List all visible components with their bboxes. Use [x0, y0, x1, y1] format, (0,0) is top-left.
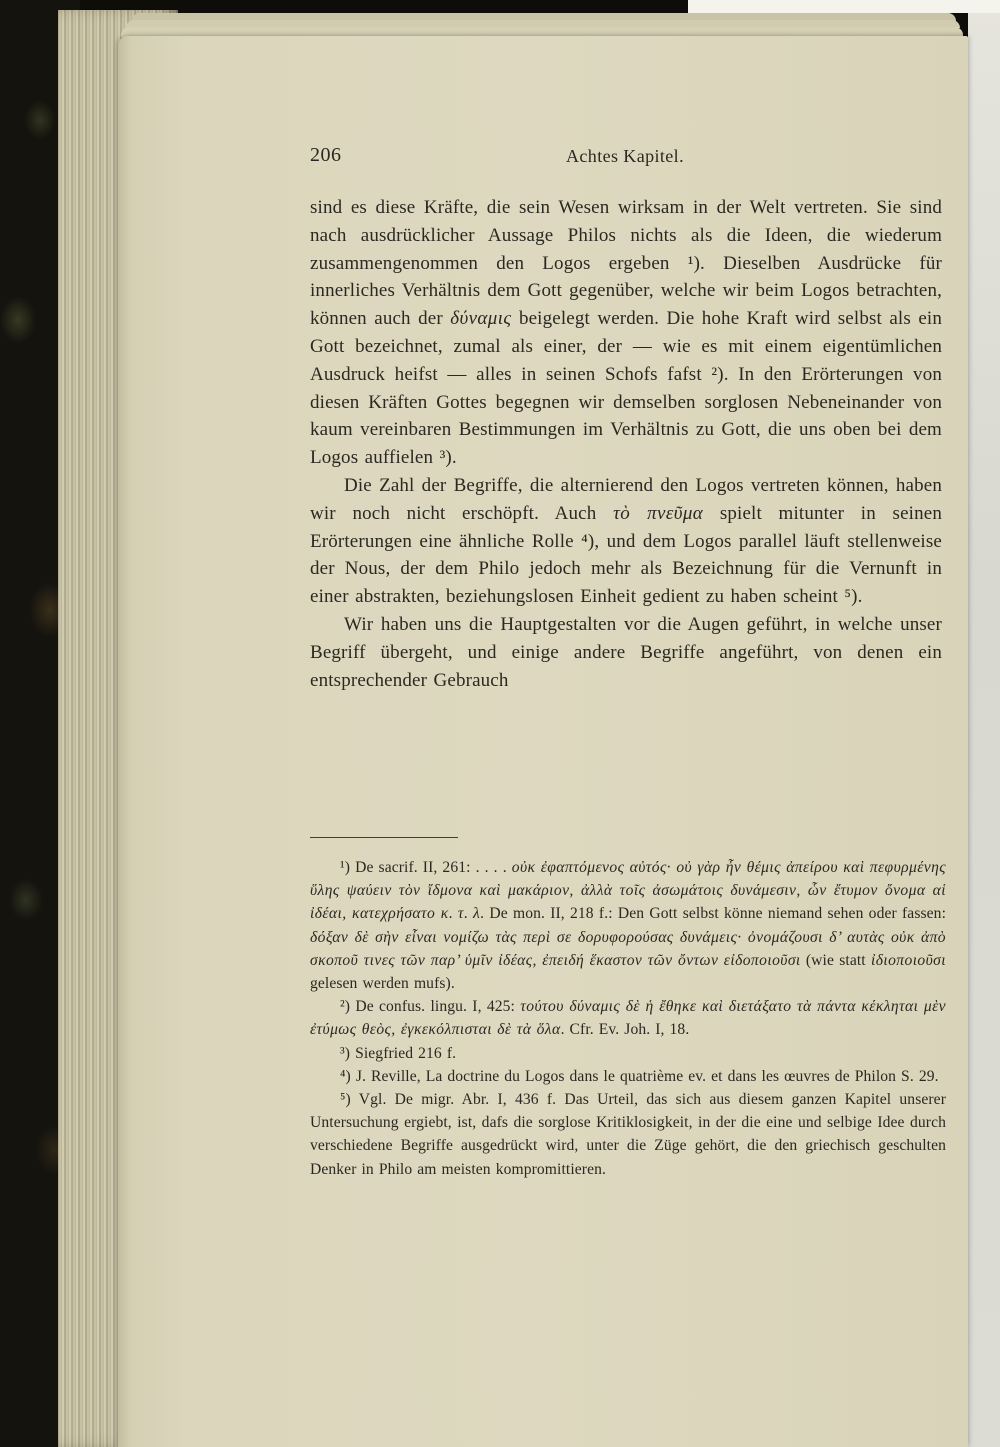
footnote: ²) De confus. lingu. I, 425: τούτου δύναμις δὲ ἡ ἔθηκε καὶ διετάξατο τὰ πάντα κέκληται μὲν ἐτύμως θεὸς, ἐγκεκόλπισται δὲ τὰ ὅλα. Cfr. Ev. Joh. I, 18.: [310, 998, 946, 1039]
running-head: [310, 144, 940, 170]
book-page: [118, 36, 968, 1447]
page-number: 206: [310, 144, 342, 166]
footnote: ⁵) Vgl. De migr. Abr. I, 436 f. Das Urteil, das sich aus diesem ganzen Kapitel unserer Untersuchung ergiebt, ist, dafs die sorglose Kritiklosigkeit, in der die eine und selbige Idee durch verschiedene Begriffe ausgedrückt wird, unter die Züge gehört, die den griechisch geschulten Denker in Philo am meisten kompromittieren.: [310, 1091, 946, 1178]
footnote: ⁴) J. Reville, La doctrine du Logos dans le quatrième ev. et dans les œuvres de Philon S. 29.: [340, 1067, 939, 1085]
footnote: ¹) De sacrif. II, 261: . . . . οὐκ ἐφαπτόμενος αὐτός· οὐ γὰρ ἦν θέμις ἀπείρου καὶ πεφυρμένης ὕλης ψαύειν τὸν ἴδμονα καὶ μακάριον, ἀλλὰ τοῖς ἀσωμάτοις δυνάμεσιν, ὧν ἔτυμον ὄνομα αἱ ἰδέαι, κατεχρήσατο κ. τ. λ. De mon. II, 218 f.: Den Gott selbst könne niemand sehen oder fassen: δόξαν δὲ σὴν εἶναι νομίζω τὰς περὶ σε δορυφορούσας δυνάμεις· ὀνομάζουσι δ’ αυτὰς οὐκ ἀπὸ σκοποῦ τινες τῶν παρ’ ὑμῖν ἰδέας, ἐπειδή ἕκαστον τῶν ὄντων εἰδοποιοῦσι (wie statt ἰδιοποιοῦσι gelesen werden mufs).: [310, 859, 946, 993]
body-text: [310, 194, 942, 694]
paragraph: Wir haben uns die Hauptgestalten vor die Augen geführt, in welche unser Begriff übergeht, und einige andere Begriffe angeführt, von denen ein entsprechender Gebrauch: [310, 613, 942, 691]
scan-background-top: [688, 0, 1000, 13]
scan-background-right: [968, 0, 1000, 1447]
paragraph: sind es diese Kräfte, die sein Wesen wirksam in der Welt vertreten. Sie sind nach ausdrücklicher Aussage Philos nichts als die Ideen, die wiederum zusammengenommen den Logos ergeben ¹). Dieselben Ausdrücke für innerliches Verhältnis dem Gott gegenüber, welche wir beim Logos betrachten, können auch der δύναμις beigelegt werden. Die hohe Kraft wird selbst als ein Gott bezeichnet, zumal als einer, der — wie es mit einem eigentümlichen Ausdruck heifst — alles in seinen Schofs fafst ²). In den Erörterungen von diesen Kräften Gottes begegnen wir demselben sorglosen Nebeneinander von kaum vereinbaren Bestimmungen im Verhältnis zu Gott, die uns oben bei dem Logos auffielen ³).: [310, 197, 942, 469]
footnotes: [310, 856, 946, 1181]
chapter-header: Achtes Kapitel.: [566, 146, 684, 166]
footnote-separator: [310, 837, 458, 838]
footnote: ³) Siegfried 216 f.: [340, 1044, 457, 1062]
paragraph: Die Zahl der Begriffe, die alternierend den Logos vertreten können, haben wir noch nicht erschöpft. Auch τὸ πνεῦμα spielt mitunter in seinen Erörterungen eine ähnliche Rolle ⁴), und dem Logos parallel läuft stellenweise der Nous, der dem Philo jedoch mehr als Bezeichnung für die Vernunft in einer abstrakten, beziehungslosen Einheit gedient zu haben scheint ⁵).: [310, 474, 942, 608]
